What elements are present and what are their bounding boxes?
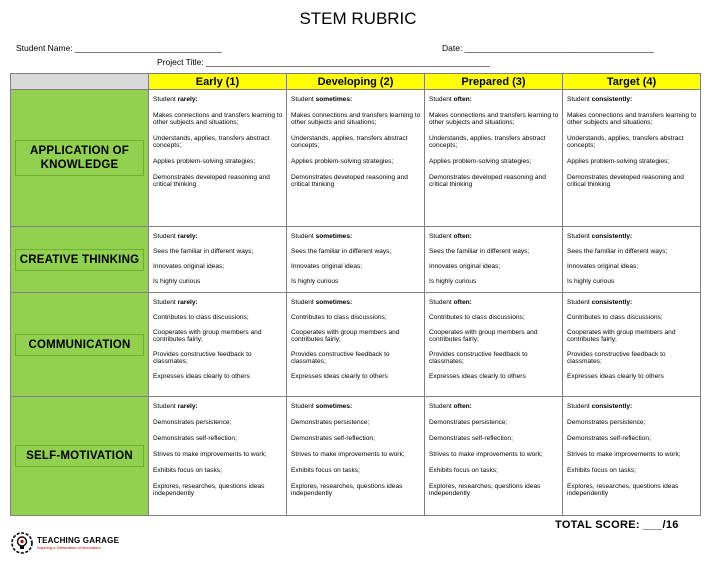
criterion-descriptor: Explores, researches, questions ideas independently	[291, 483, 403, 497]
criterion-descriptor: Explores, researches, questions ideas independently	[153, 483, 265, 497]
criterion-label	[15, 334, 144, 356]
criterion-descriptor: Sees the familiar in different ways;	[153, 248, 254, 255]
frequency-word: rarely:	[177, 233, 198, 240]
criterion-row	[11, 293, 701, 397]
criterion-label-line: APPLICATION OF	[29, 145, 130, 157]
student-prefix: Student	[153, 233, 178, 240]
criterion-descriptor: Makes connections and transfers learning to other subjects and situations;	[291, 112, 421, 126]
criterion-descriptor: Innovates original ideas;	[567, 263, 639, 270]
rubric-table	[10, 73, 701, 516]
rubric-cell-early	[149, 90, 287, 227]
criterion-row	[11, 227, 701, 293]
criterion-descriptor: Cooperates with group members and contributes fairly;	[429, 329, 538, 343]
student-prefix: Student	[291, 403, 316, 410]
criterion-descriptor: Is highly curious	[291, 278, 339, 285]
criterion-descriptor: Cooperates with group members and contributes fairly;	[153, 329, 262, 343]
criterion-descriptor: Demonstrates self-reflection;	[429, 435, 513, 442]
criterion-descriptor: Expresses ideas clearly to others	[153, 373, 250, 380]
frequency-word: sometimes:	[315, 299, 353, 306]
criterion-label-line: COMMUNICATION	[28, 338, 131, 351]
criterion-descriptor: Provides constructive feedback to classmates;	[567, 351, 666, 365]
criterion-cell	[11, 227, 149, 293]
criterion-cell	[11, 90, 149, 227]
criterion-descriptor: Applies problem-solving strategies;	[429, 158, 532, 165]
frequency-word: sometimes:	[315, 403, 353, 410]
criterion-descriptor: Contributes to class discussions;	[153, 314, 249, 321]
criterion-descriptor: Is highly curious	[567, 278, 615, 285]
rubric-cell-target	[563, 90, 701, 227]
corner-cell	[11, 74, 149, 90]
teaching-garage-logo	[10, 530, 119, 556]
student-prefix: Student	[567, 233, 592, 240]
total-score: TOTAL SCORE: ___/16	[555, 519, 679, 531]
criterion-descriptor: Strives to make improvements to work;	[291, 451, 405, 458]
criterion-descriptor: Provides constructive feedback to classmates;	[429, 351, 528, 365]
criterion-label	[15, 140, 144, 176]
criterion-descriptor: Demonstrates developed reasoning and critical thinking	[153, 174, 270, 188]
criterion-descriptor: Demonstrates self-reflection;	[153, 435, 237, 442]
criterion-descriptor: Demonstrates developed reasoning and critical thinking	[429, 174, 546, 188]
student-prefix: Student	[567, 299, 592, 306]
frequency-line	[429, 299, 559, 306]
rubric-cell-target	[563, 293, 701, 397]
level-prepared: Prepared (3)	[425, 74, 563, 90]
criterion-descriptor: Understands, applies, transfers abstract concepts;	[153, 135, 270, 149]
frequency-line	[153, 403, 283, 410]
criterion-row	[11, 90, 701, 227]
rubric-cell-developing	[287, 90, 425, 227]
frequency-word: often:	[453, 233, 472, 240]
criterion-descriptor: Understands, applies, transfers abstract concepts;	[429, 135, 546, 149]
rubric-cell-prepared	[425, 227, 563, 293]
criterion-descriptor: Understands, applies, transfers abstract concepts;	[291, 135, 408, 149]
frequency-line	[429, 96, 559, 103]
criterion-label	[15, 249, 144, 271]
criterion-descriptor: Sees the familiar in different ways;	[429, 248, 530, 255]
frequency-word: often:	[453, 403, 472, 410]
student-name-field[interactable]: Student Name: _______________________________	[16, 43, 222, 53]
student-prefix: Student	[429, 96, 454, 103]
rubric-cell-early	[149, 397, 287, 516]
criterion-descriptor: Provides constructive feedback to classmates;	[153, 351, 252, 365]
criterion-descriptor: Strives to make improvements to work;	[567, 451, 681, 458]
student-prefix: Student	[153, 299, 178, 306]
frequency-word: consistently:	[591, 233, 633, 240]
criterion-label	[15, 445, 144, 467]
criterion-descriptor: Exhibits focus on tasks;	[291, 467, 360, 474]
frequency-line	[429, 403, 559, 410]
criterion-descriptor: Demonstrates persistence;	[429, 419, 508, 426]
criterion-descriptor: Expresses ideas clearly to others	[567, 373, 664, 380]
criterion-cell	[11, 397, 149, 516]
criterion-descriptor: Demonstrates self-reflection;	[567, 435, 651, 442]
frequency-word: rarely:	[177, 403, 198, 410]
criterion-descriptor: Contributes to class discussions;	[567, 314, 663, 321]
criterion-descriptor: Demonstrates persistence;	[153, 419, 232, 426]
criterion-descriptor: Sees the familiar in different ways;	[291, 248, 392, 255]
criterion-descriptor: Understands, applies, transfers abstract concepts;	[567, 135, 684, 149]
date-field[interactable]: Date: ________________________________________	[442, 43, 654, 53]
frequency-line	[153, 233, 283, 240]
frequency-line	[291, 299, 421, 306]
criterion-descriptor: Is highly curious	[429, 278, 477, 285]
frequency-word: consistently:	[591, 299, 633, 306]
criterion-descriptor: Exhibits focus on tasks;	[429, 467, 498, 474]
criterion-descriptor: Demonstrates persistence;	[567, 419, 646, 426]
criterion-descriptor: Contributes to class discussions;	[429, 314, 525, 321]
rubric-cell-target	[563, 227, 701, 293]
frequency-word: rarely:	[177, 96, 198, 103]
criterion-descriptor: Applies problem-solving strategies;	[291, 158, 394, 165]
frequency-word: sometimes:	[315, 233, 353, 240]
frequency-line	[567, 233, 697, 240]
frequency-line	[291, 233, 421, 240]
criterion-descriptor: Demonstrates developed reasoning and critical thinking	[567, 174, 684, 188]
criterion-descriptor: Demonstrates self-reflection;	[291, 435, 375, 442]
criterion-descriptor: Expresses ideas clearly to others	[429, 373, 526, 380]
rubric-cell-developing	[287, 397, 425, 516]
frequency-word: consistently:	[591, 96, 633, 103]
student-prefix: Student	[567, 403, 592, 410]
gear-bulb-icon	[10, 531, 34, 555]
criterion-descriptor: Demonstrates developed reasoning and critical thinking	[291, 174, 408, 188]
criterion-descriptor: Strives to make improvements to work;	[153, 451, 267, 458]
student-prefix: Student	[567, 96, 592, 103]
criterion-descriptor: Exhibits focus on tasks;	[153, 467, 222, 474]
rubric-cell-early	[149, 293, 287, 397]
student-prefix: Student	[291, 96, 316, 103]
criterion-descriptor: Makes connections and transfers learning to other subjects and situations;	[567, 112, 697, 126]
criterion-descriptor: Cooperates with group members and contributes fairly;	[567, 329, 676, 343]
level-developing: Developing (2)	[287, 74, 425, 90]
page-title: STEM RUBRIC	[299, 9, 417, 28]
frequency-line	[153, 96, 283, 103]
criterion-descriptor: Innovates original ideas;	[429, 263, 501, 270]
frequency-line	[153, 299, 283, 306]
criterion-descriptor: Contributes to class discussions;	[291, 314, 387, 321]
criterion-descriptor: Applies problem-solving strategies;	[567, 158, 670, 165]
student-prefix: Student	[429, 233, 454, 240]
criterion-descriptor: Cooperates with group members and contributes fairly;	[291, 329, 400, 343]
project-title-field[interactable]: Project Title: ____________________________________________________________	[157, 57, 490, 67]
frequency-line	[567, 299, 697, 306]
criterion-descriptor: Sees the familiar in different ways;	[567, 248, 668, 255]
rubric-cell-early	[149, 227, 287, 293]
frequency-word: consistently:	[591, 403, 633, 410]
criterion-descriptor: Makes connections and transfers learning to other subjects and situations;	[153, 112, 283, 126]
logo-name: TEACHING GARAGE	[37, 536, 120, 545]
criterion-descriptor: Provides constructive feedback to classmates;	[291, 351, 390, 365]
criterion-descriptor: Exhibits focus on tasks;	[567, 467, 636, 474]
frequency-line	[567, 96, 697, 103]
frequency-line	[291, 403, 421, 410]
frequency-word: rarely:	[177, 299, 198, 306]
student-prefix: Student	[291, 299, 316, 306]
criterion-descriptor: Explores, researches, questions ideas independently	[429, 483, 541, 497]
logo-tagline: Inspiring a Generation of Innovators	[37, 545, 101, 550]
student-prefix: Student	[153, 96, 178, 103]
criterion-descriptor: Expresses ideas clearly to others	[291, 373, 388, 380]
frequency-line	[567, 403, 697, 410]
criterion-descriptor: Makes connections and transfers learning to other subjects and situations;	[429, 112, 559, 126]
criterion-descriptor: Explores, researches, questions ideas independently	[567, 483, 679, 497]
student-prefix: Student	[429, 403, 454, 410]
student-prefix: Student	[291, 233, 316, 240]
rubric-cell-target	[563, 397, 701, 516]
criterion-descriptor: Demonstrates persistence;	[291, 419, 370, 426]
criterion-label-line: KNOWLEDGE	[40, 159, 119, 171]
rubric-cell-developing	[287, 227, 425, 293]
criterion-row	[11, 397, 701, 516]
criterion-descriptor: Applies problem-solving strategies;	[153, 158, 256, 165]
level-target: Target (4)	[563, 74, 701, 90]
frequency-line	[291, 96, 421, 103]
frequency-word: often:	[453, 96, 472, 103]
student-prefix: Student	[429, 299, 454, 306]
rubric-cell-prepared	[425, 293, 563, 397]
level-header-row	[11, 74, 701, 90]
criterion-cell	[11, 293, 149, 397]
frequency-line	[429, 233, 559, 240]
criterion-descriptor: Is highly curious	[153, 278, 201, 285]
frequency-word: sometimes:	[315, 96, 353, 103]
criterion-descriptor: Strives to make improvements to work;	[429, 451, 543, 458]
level-early: Early (1)	[149, 74, 287, 90]
criterion-label-line: SELF-MOTIVATION	[26, 450, 133, 462]
rubric-cell-developing	[287, 293, 425, 397]
rubric-cell-prepared	[425, 90, 563, 227]
criterion-descriptor: Innovates original ideas;	[291, 263, 363, 270]
student-prefix: Student	[153, 403, 178, 410]
criterion-descriptor: Innovates original ideas;	[153, 263, 225, 270]
frequency-word: often:	[453, 299, 472, 306]
criterion-label-line: CREATIVE THINKING	[19, 253, 140, 266]
rubric-cell-prepared	[425, 397, 563, 516]
